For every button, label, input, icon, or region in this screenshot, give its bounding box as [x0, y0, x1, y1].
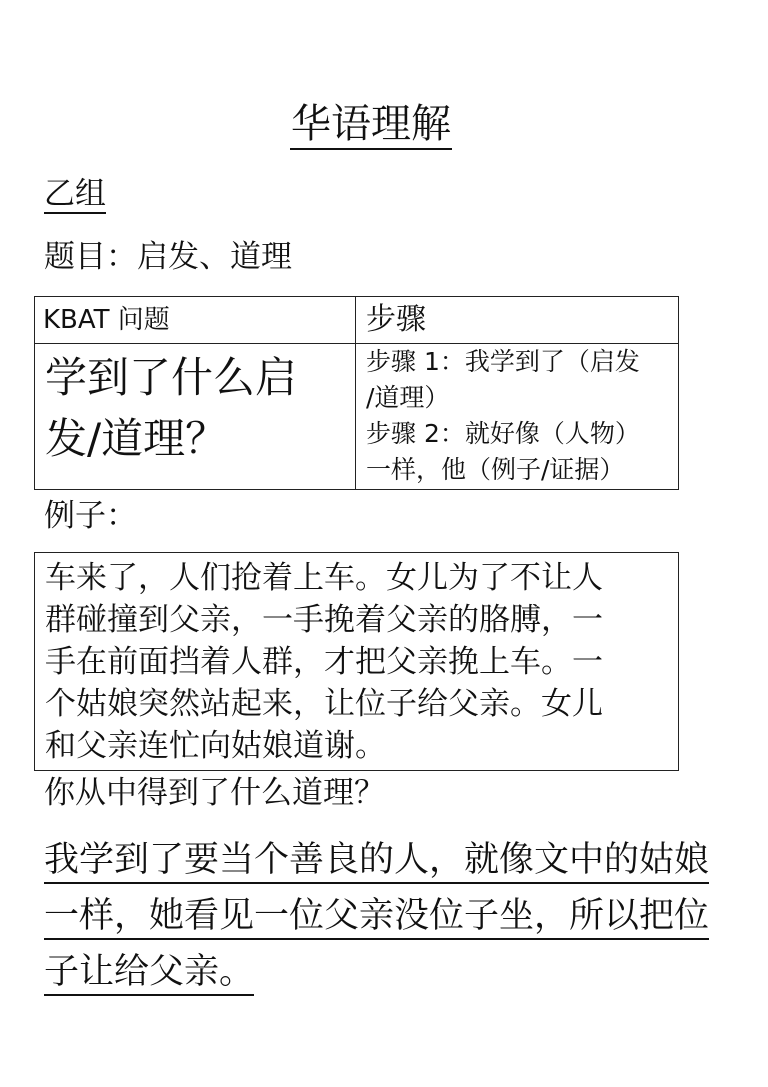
steps-line: /道理）	[366, 383, 450, 412]
worksheet-title-text: 华语理解	[290, 100, 452, 150]
story-line: 个姑娘突然站起来，让位子给父亲。女儿	[45, 686, 603, 722]
story-box	[34, 552, 679, 771]
steps-cell	[366, 344, 676, 488]
topic-line: 题目：启发、道理	[44, 239, 292, 275]
steps-line: 步骤 2：就好像（人物）	[366, 419, 640, 448]
story-line: 和父亲连忙向姑娘道谢。	[45, 728, 386, 764]
story-line: 车来了，人们抢着上车。女儿为了不让人	[45, 560, 603, 596]
kbat-question-line: 学到了什么启	[45, 353, 298, 402]
story-line: 手在前面挡着人群，才把父亲挽上车。一	[45, 644, 603, 680]
table-column-divider	[355, 297, 356, 489]
group-label-text: 乙组	[44, 176, 106, 212]
story-line: 群碰撞到父亲，一手挽着父亲的胳膊，一	[45, 602, 603, 638]
comprehension-question: 你从中得到了什么道理？	[44, 775, 385, 811]
example-label: 例子：	[44, 498, 137, 534]
kbat-table	[34, 296, 679, 490]
steps-line: 一样，他（例子/证据）	[366, 455, 625, 484]
kbat-question-line: 发/道理？	[45, 414, 228, 463]
answer-line: 一样，她看见一位父亲没位子坐，所以把位	[44, 896, 709, 940]
table-header-kbat: KBAT 问题	[43, 305, 170, 335]
answer-line: 我学到了要当个善良的人，就像文中的姑娘	[44, 840, 709, 884]
kbat-question-cell	[45, 347, 345, 469]
steps-line: 步骤 1：我学到了（启发	[366, 347, 640, 376]
group-label	[44, 174, 106, 214]
story-text	[45, 557, 603, 767]
table-header-steps: 步骤	[366, 302, 426, 337]
answer-line: 子让给父亲。	[44, 952, 254, 996]
answer-block	[44, 832, 709, 1000]
worksheet-title	[0, 96, 742, 152]
